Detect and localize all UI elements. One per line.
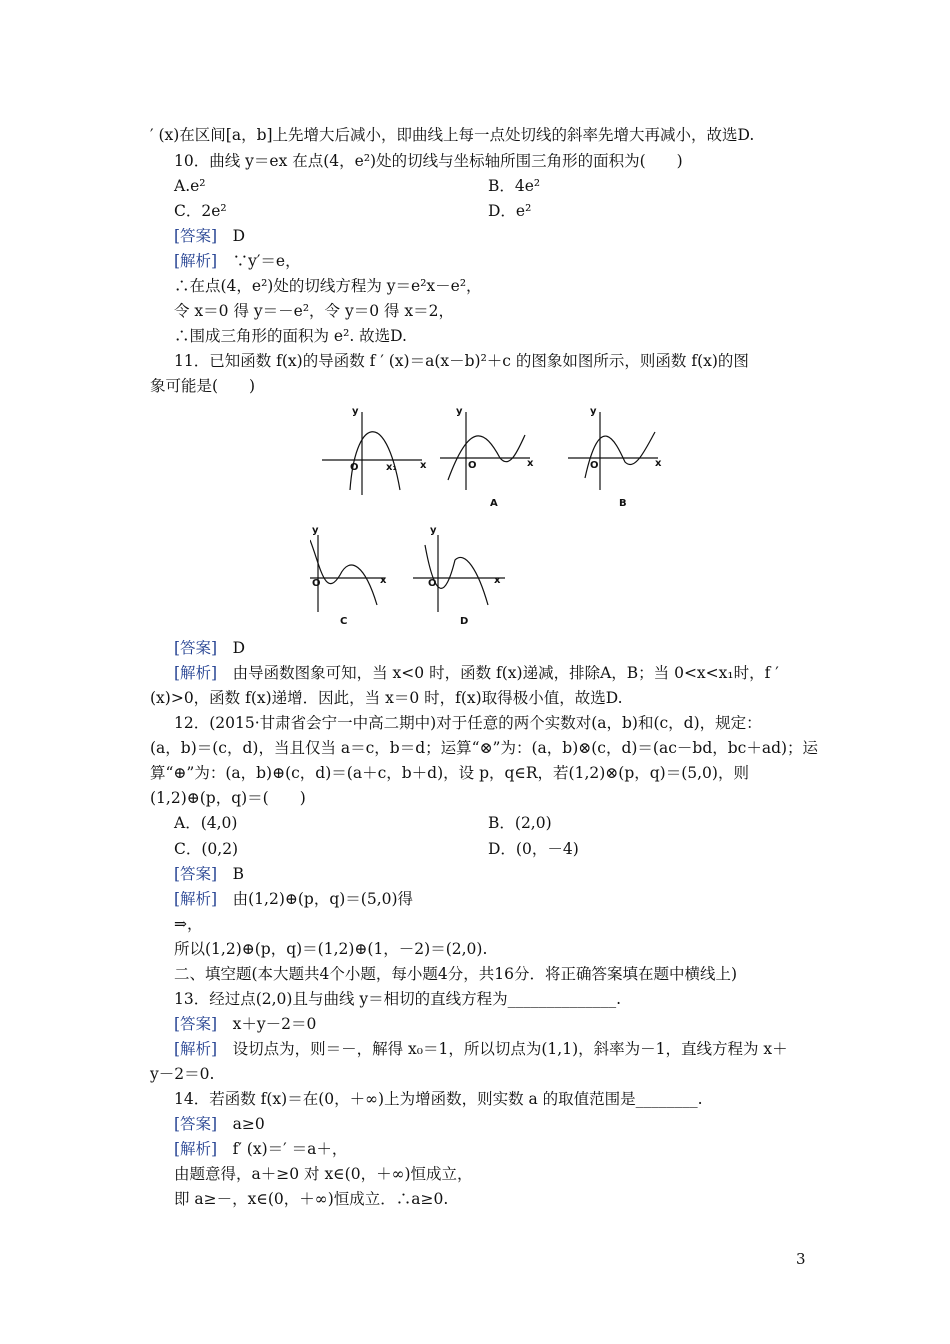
question-10: 10．曲线 y＝ex 在点(4，e²)处的切线与坐标轴所围三角形的面积为( ) [174, 152, 683, 170]
origin-label: O [350, 462, 359, 473]
question-14: 14．若函数 f(x)＝在(0，＋∞)上为增函数，则实数 a 的取值范围是________. [174, 1090, 703, 1108]
graph-d-curve [425, 545, 488, 605]
text-line: 由题意得，a＋≥0 对 x∈(0，＋∞)恒成立， [174, 1165, 473, 1183]
x-axis-label: x [527, 458, 534, 469]
graph-b-curve [585, 432, 655, 478]
x-axis-label: x [655, 458, 662, 469]
answer-line: [答案] x＋y－2＝0 [174, 1015, 317, 1033]
answer-line: [答案] B [174, 865, 245, 883]
text-line: 令 x＝0 得 y＝－e²，令 y＝0 得 x＝2， [174, 302, 455, 320]
section-heading: 二、填空题(本大题共4个小题，每小题4分，共16分．将正确答案填在题中横线上) [174, 965, 738, 983]
text-line: 象可能是( ) [150, 377, 256, 395]
graph-figure [310, 400, 670, 640]
option-a: A.e² B．4e² [174, 177, 541, 195]
analysis-line: [解析] f′ (x)＝′ ＝a＋， [174, 1140, 348, 1158]
x1-label: x₁ [386, 462, 397, 473]
analysis-tag: [解析] [174, 252, 218, 270]
text-line: y－2＝0. [150, 1065, 215, 1083]
analysis-tag: [解析] [174, 890, 218, 908]
text-line: ′ (x)在区间[a，b]上先增大后减小，即曲线上每一点处切线的斜率先增大再减小，故选D. [150, 126, 755, 144]
y-axis-label: y [312, 525, 319, 536]
label-c: C [340, 616, 348, 627]
answer-tag: [答案] [174, 1115, 218, 1133]
option-c: C．(0,2) D．(0，－4) [174, 840, 579, 858]
answer-tag: [答案] [174, 865, 218, 883]
option-d: D．(0，－4) [488, 840, 579, 858]
option-d: D．e² [488, 202, 532, 220]
x-axis-label: x [380, 575, 387, 586]
option-b: B．(2,0) [488, 814, 552, 832]
question-13: 13．经过点(2,0)且与曲线 y＝相切的直线方程为______________. [174, 990, 622, 1008]
label-d: D [460, 616, 469, 627]
option-c: C．2e² D．e² [174, 202, 532, 220]
question-12: 12．(2015·甘肃省会宁一中高二期中)对于任意的两个实数对(a，b)和(c，d)，规定： [174, 714, 762, 732]
text-line: (1,2)⊕(p，q)＝( ) [150, 789, 306, 807]
x-axis-label: x [420, 460, 427, 471]
text-line: ∴围成三角形的面积为 e². 故选D. [174, 327, 407, 345]
y-axis-label: y [590, 406, 597, 417]
analysis-line: [解析] ∵y′＝e， [174, 252, 301, 270]
option-b: B．4e² [488, 177, 541, 195]
derivative-curve [350, 432, 400, 490]
answer-tag: [答案] [174, 1015, 218, 1033]
y-axis-label: y [352, 406, 359, 417]
analysis-tag: [解析] [174, 1140, 218, 1158]
analysis-tag: [解析] [174, 1040, 218, 1058]
answer-line: [答案] D [174, 227, 246, 245]
x-axis-label: x [494, 575, 501, 586]
origin-label: O [468, 460, 477, 471]
text-line: 即 a≥－，x∈(0，＋∞)恒成立．∴a≥0. [174, 1190, 449, 1208]
answer-tag: [答案] [174, 639, 218, 657]
y-axis-label: y [456, 406, 463, 417]
origin-label: O [428, 578, 437, 589]
answer-line: [答案] D [174, 639, 246, 657]
analysis-line: [解析] 由导函数图象可知，当 x<0 时，函数 f(x)递减，排除A，B；当 0<x<x₁时，f ′ [174, 664, 779, 682]
graph-c-curve [310, 540, 377, 605]
answer-line: [答案] a≥0 [174, 1115, 265, 1133]
origin-label: O [312, 578, 321, 589]
question-11: 11．已知函数 f(x)的导函数 f ′ (x)＝a(x－b)²＋c 的图象如图所示，则函数 f(x)的图 [174, 352, 749, 370]
text-line: ∴在点(4，e²)处的切线方程为 y＝e²x－e²， [174, 277, 482, 295]
text-line: 算“⊕”为：(a，b)⊕(c，d)＝(a＋c，b＋d)，设 p，q∈R，若(1,2)⊗(p，q)＝(5,0)，则 [150, 764, 749, 782]
analysis-tag: [解析] [174, 664, 218, 682]
analysis-line: [解析] 由(1,2)⊕(p，q)＝(5,0)得 [174, 890, 414, 908]
label-a: A [490, 498, 498, 509]
origin-label: O [590, 460, 599, 471]
text-line: (a，b)＝(c，d)，当且仅当 a＝c，b＝d；运算“⊗”为：(a，b)⊗(c，d)＝(ac－bd，bc＋ad)；运 [150, 739, 819, 757]
text-line: 所以(1,2)⊕(p，q)＝(1,2)⊕(1，－2)＝(2,0). [174, 940, 488, 958]
text-line: ⇒， [174, 915, 203, 933]
option-a: A．(4,0) B．(2,0) [174, 814, 552, 832]
text-line: (x)>0，函数 f(x)递增．因此，当 x＝0 时，f(x)取得极小值，故选D. [150, 689, 623, 707]
page-number: 3 [796, 1250, 806, 1268]
analysis-line: [解析] 设切点为，则＝－，解得 x₀＝1，所以切点为(1,1)，斜率为－1，直线方程为 x＋ [174, 1040, 788, 1058]
label-b: B [619, 498, 627, 509]
answer-tag: [答案] [174, 227, 218, 245]
y-axis-label: y [430, 525, 437, 536]
